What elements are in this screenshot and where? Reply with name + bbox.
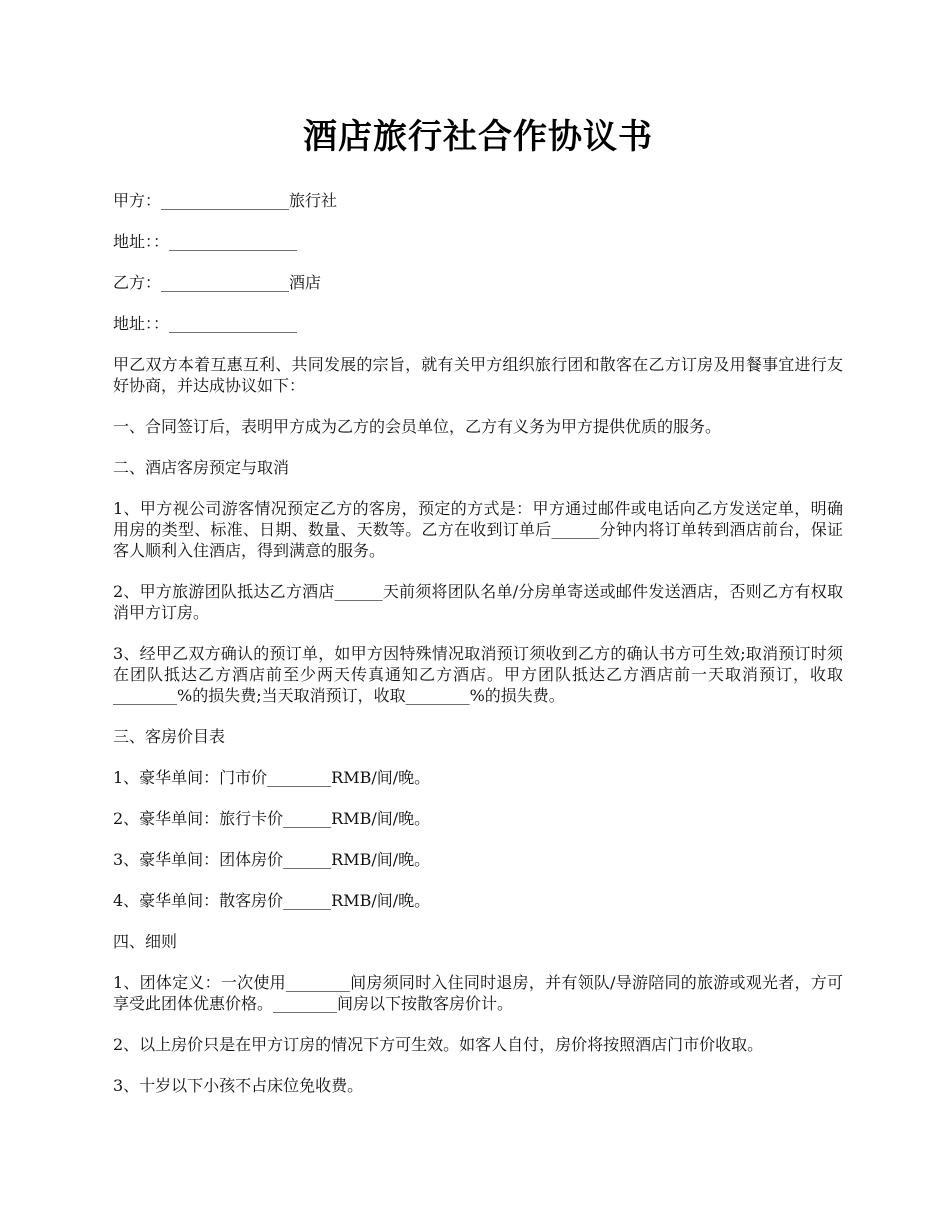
clause-4-2: 2、以上房价只是在甲方订房的情况下方可生效。如客人自付，房价将按照酒店门市价收取。 [113,1035,764,1054]
party-b-line: 乙方：________________酒店 [113,273,322,292]
document-page [113,112,843,1116]
price-item-1: 1、豪华单间：门市价________RMB/间/晚。 [113,768,431,787]
clause-2-1: 1、甲方视公司游客情况预定乙方的客房，预定的方式是：甲方通过邮件或电话向乙方发送定单，明确用房的类型、标准、日期、数量、天数等。乙方在收到订单后______分钟内将订单转到酒店前台，保证客人顺利入住酒店，得到满意的服务。 [113,499,843,560]
clause-1: 一、合同签订后，表明甲方成为乙方的会员单位，乙方有义务为甲方提供优质的服务。 [113,417,722,436]
section-heading-3: 三、客房价目表 [113,727,226,746]
price-item-3: 3、豪华单间：团体房价______RMB/间/晚。 [113,850,431,869]
section-heading-2: 二、酒店客房预定与取消 [113,458,290,477]
party-b-address: 地址：：________________ [113,314,298,333]
section-heading-4: 四、细则 [113,932,178,951]
price-item-2: 2、豪华单间：旅行卡价______RMB/间/晚。 [113,809,431,828]
clause-2-3: 3、经甲乙双方确认的预订单，如甲方因特殊情况取消预订须收到乙方的确认书方可生效;取消预订时须在团队抵达乙方酒店前至少两天传真通知乙方酒店。甲方团队抵达乙方酒店前一天取消预订，收取________%的损失费;当天取消预订，收取________%的损失费。 [113,644,843,705]
clause-2-2: 2、甲方旅游团队抵达乙方酒店______天前须将团队名单/分房单寄送或邮件发送酒店，否则乙方有权取消甲方订房。 [113,582,843,622]
preamble: 甲乙双方本着互惠互利、共同发展的宗旨，就有关甲方组织旅行团和散客在乙方订房及用餐事宜进行友好协商，并达成协议如下： [113,355,843,395]
party-a-address: 地址：：________________ [113,232,298,251]
price-item-4: 4、豪华单间：散客房价______RMB/间/晚。 [113,891,431,910]
clause-4-1: 1、团体定义：一次使用________间房须同时入住同时退房，并有领队/导游陪同的旅游或观光者，方可享受此团体优惠价格。________间房以下按散客房价计。 [113,973,843,1013]
clause-4-3: 3、十岁以下小孩不占床位免收费。 [113,1076,364,1095]
document-title: 酒店旅行社合作协议书 [303,117,653,157]
party-a-line: 甲方：________________旅行社 [113,191,338,210]
